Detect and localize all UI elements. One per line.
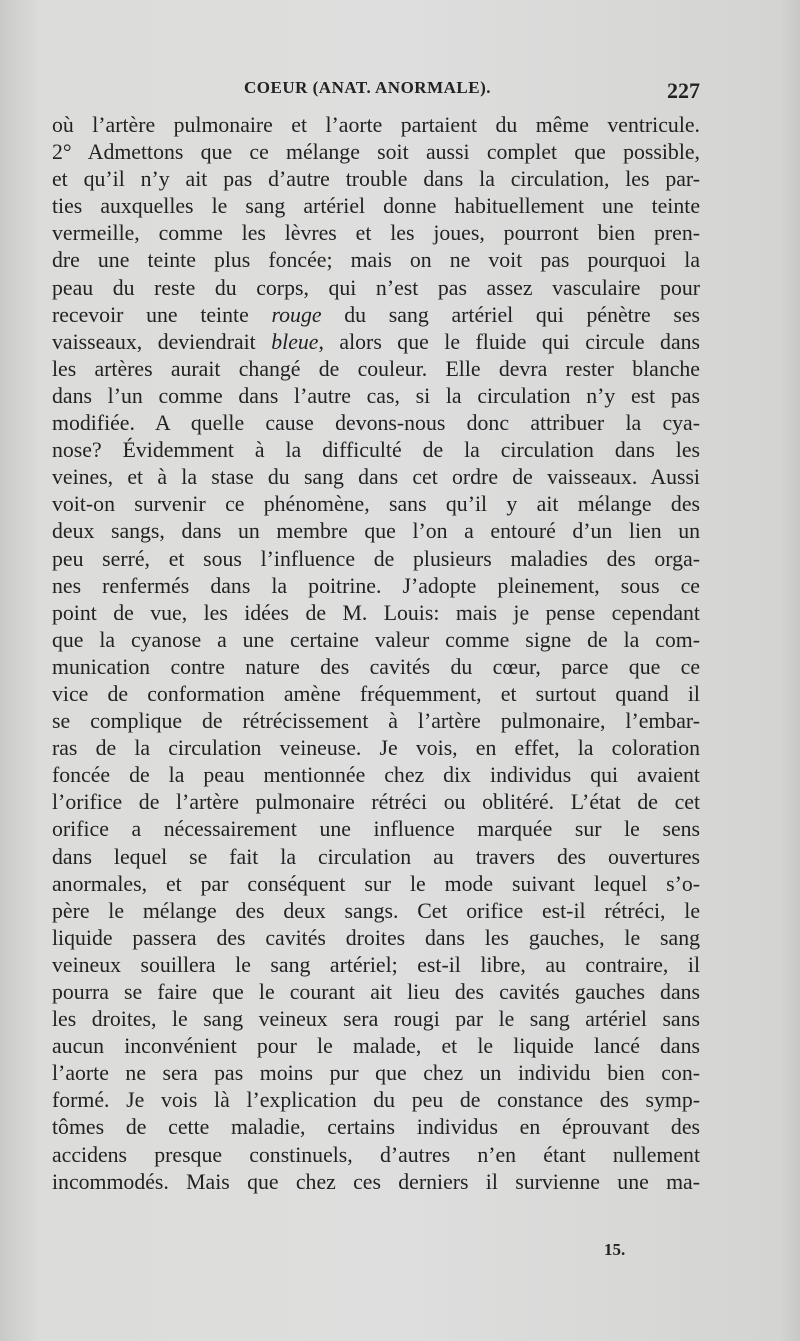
text-line: veineux souillera le sang artériel; est-il libre, au contraire, il (52, 952, 700, 977)
text-line: incommodés. Mais que chez ces derniers il survienne une ma- (52, 1169, 700, 1194)
body-text (52, 112, 700, 1196)
text-line: et qu’il n’y ait pas d’autre trouble dans la circulation, les par- (52, 167, 700, 192)
text-line: les droites, le sang veineux sera rougi par le sang artériel sans (52, 1007, 700, 1032)
signature-mark: 15. (604, 1240, 626, 1259)
text-line: 2° Admettons que ce mélange soit aussi complet que possible, (52, 140, 700, 165)
text-line: orifice a nécessairement une influence marquée sur le sens (52, 817, 700, 842)
text-line: recevoir une teinte rouge du sang artériel qui pénètre ses (52, 302, 700, 327)
text-line: vice de conformation amène fréquemment, et surtout quand il (52, 681, 700, 706)
text-line: peu serré, et sous l’influence de plusieurs maladies des orga- (52, 546, 700, 571)
text-line: ties auxquelles le sang artériel donne habituellement une teinte (52, 194, 700, 219)
text-line: où l’artère pulmonaire et l’aorte partaient du même ventricule. (52, 113, 700, 137)
text-line: foncée de la peau mentionnée chez dix individus qui avaient (52, 763, 700, 788)
text-line: dans lequel se fait la circulation au travers des ouvertures (52, 844, 700, 869)
text-line: accidens presque constinuels, d’autres n’en étant nullement (52, 1142, 700, 1167)
text-line: pourra se faire que le courant ait lieu des cavités gauches dans (52, 980, 700, 1004)
text-line: munication contre nature des cavités du cœur, parce que ce (52, 654, 700, 679)
text-line: vermeille, comme les lèvres et les joues, pourront bien pren- (52, 221, 700, 246)
text-line: anormales, et par conséquent sur le mode suivant lequel s’o- (52, 871, 700, 896)
text-line: liquide passera des cavités droites dans les gauches, le sang (52, 925, 700, 950)
page-header (52, 78, 700, 108)
text-line: père le mélange des deux sangs. Cet orifice est-il rétréci, le (52, 898, 700, 923)
text-line: voit-on survenir ce phénomène, sans qu’il y ait mélange des (52, 492, 700, 517)
text-line: dre une teinte plus foncée; mais on ne voit pas pourquoi la (52, 248, 700, 273)
text-line: l’aorte ne sera pas moins pur que chez un individu bien con- (52, 1061, 700, 1086)
text-line: les artères aurait changé de couleur. Elle devra rester blanche (52, 356, 700, 381)
text-line: formé. Je vois là l’explication du peu de constance des symp- (52, 1088, 700, 1113)
text-line: nose? Évidemment à la difficulté de la circulation dans les (52, 438, 700, 463)
text-line: deux sangs, dans un membre que l’on a entouré d’un lien un (52, 519, 700, 544)
text-line: peau du reste du corps, qui n’est pas assez vasculaire pour (52, 275, 700, 300)
text-line: l’orifice de l’artère pulmonaire rétréci ou oblitéré. L’état de cet (52, 790, 700, 815)
text-line: vaisseaux, deviendrait bleue, alors que le fluide qui circule dans (52, 329, 700, 354)
text-line: nes renfermés dans la poitrine. J’adopte pleinement, sous ce (52, 573, 700, 598)
text-line: ras de la circulation veineuse. Je vois, en effet, la coloration (52, 736, 700, 761)
text-line: se complique de rétrécissement à l’artère pulmonaire, l’embar- (52, 709, 700, 734)
text-line: tômes de cette maladie, certains individus en éprouvant des (52, 1115, 700, 1140)
text-line: point de vue, les idées de M. Louis: mais je pense cependant (52, 600, 700, 625)
page-number: 227 (667, 78, 700, 103)
running-head: COEUR (ANAT. ANORMALE). (244, 78, 491, 97)
text-line: que la cyanose a une certaine valeur comme signe de la com- (52, 627, 700, 652)
text-line: aucun inconvénient pour le malade, et le liquide lancé dans (52, 1034, 700, 1059)
text-line: dans l’un comme dans l’autre cas, si la circulation n’y est pas (52, 383, 700, 408)
text-line: veines, et à la stase du sang dans cet ordre de vaisseaux. Aussi (52, 465, 700, 490)
text-line: modifiée. A quelle cause devons-nous donc attribuer la cya- (52, 411, 700, 436)
